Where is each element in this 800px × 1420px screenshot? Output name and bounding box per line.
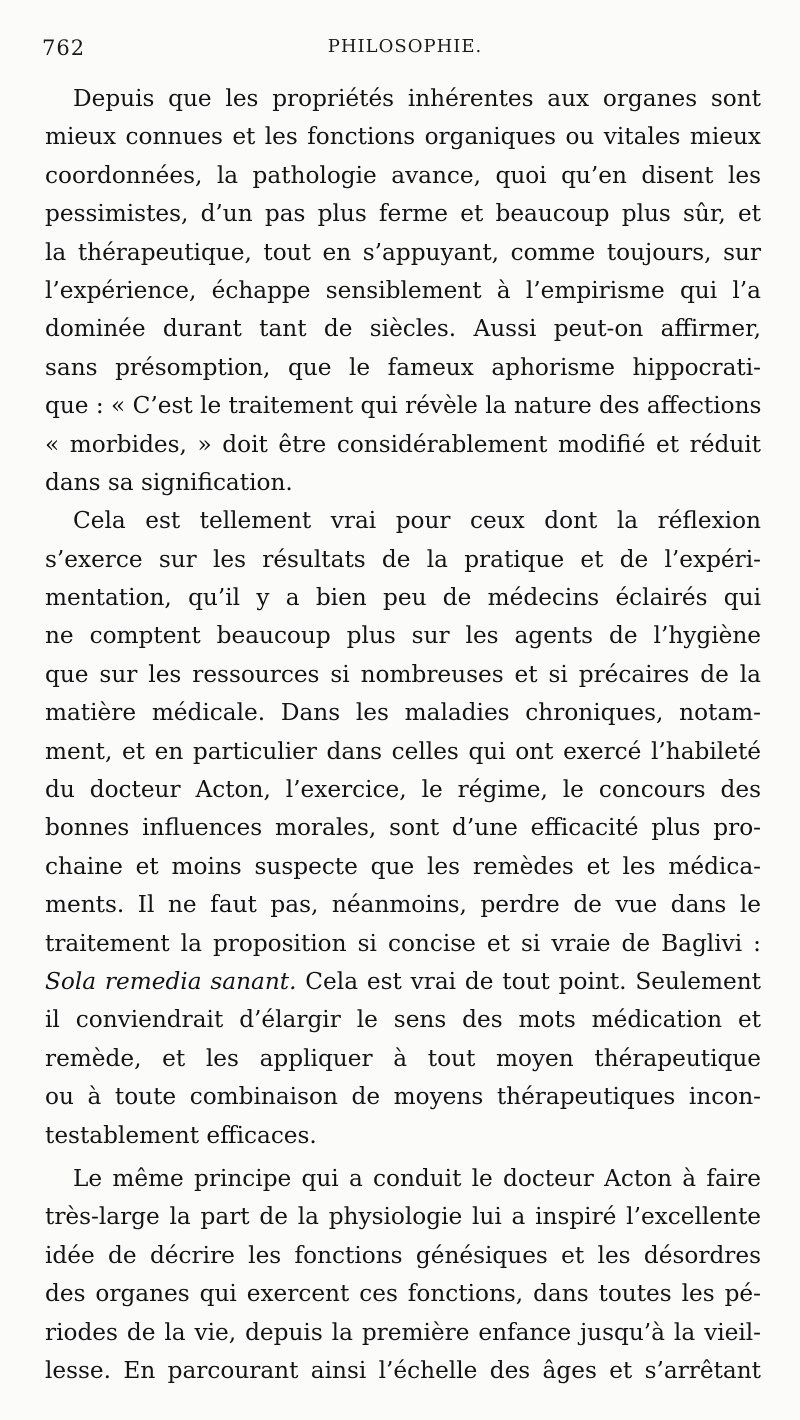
text-line: la thérapeutique, tout en s’appuyant, comme toujours, sur xyxy=(45,238,761,266)
page-number: 762 xyxy=(42,36,86,60)
text-line: ments. Il ne faut pas, néanmoins, perdre de vue dans le xyxy=(45,891,761,919)
text-line: que sur les ressources si nombreuses et si précaires de la xyxy=(45,660,761,688)
text-line: il conviendrait d’élargir le sens des mots médication et xyxy=(45,1006,761,1034)
text-line: sans présomption, que le fameux aphorisme hippocrati- xyxy=(45,353,761,381)
text-line: s’exerce sur les résultats de la pratique et de l’expéri- xyxy=(45,545,761,573)
paragraph-2 xyxy=(45,502,761,1155)
text-line: ou à toute combinaison de moyens thérapeutiques incon- xyxy=(45,1083,761,1111)
text-line: l’expérience, échappe sensiblement à l’empirisme qui l’a xyxy=(45,276,761,304)
text-line: ne comptent beaucoup plus sur les agents de l’hygiène xyxy=(45,622,761,650)
text-line: idée de décrire les fonctions génésiques et les désordres xyxy=(45,1241,761,1269)
text-line: matière médicale. Dans les maladies chroniques, notam- xyxy=(45,699,761,727)
body-text xyxy=(45,80,761,1155)
text-line: « morbides, » doit être considérablement modifié et réduit xyxy=(45,430,761,458)
quote-line-rest: Cela est vrai de tout point. Seulement xyxy=(296,967,761,995)
text-line: testablement efficaces. xyxy=(45,1121,317,1149)
text-line: Le même principe qui a conduit le docteur Acton à faire xyxy=(73,1165,761,1192)
text-line: traitement la proposition si concise et si vraie de Baglivi : xyxy=(45,929,761,957)
text-line: ment, et en particulier dans celles qui ont exercé l’habileté xyxy=(45,737,761,765)
text-line: mieux connues et les fonctions organiques ou vitales mieux xyxy=(45,123,761,151)
paragraph-1 xyxy=(45,80,761,502)
text-line: Cela est tellement vrai pour ceux dont la réflexion xyxy=(73,507,761,535)
text-line: dans sa signification. xyxy=(45,468,293,496)
text-line: chaine et moins suspecte que les remèdes et les médica- xyxy=(45,852,761,880)
text-line: remède, et les appliquer à tout moyen thérapeutique xyxy=(45,1044,761,1072)
text-line: des organes qui exercent ces fonctions, dans toutes les pé- xyxy=(45,1280,761,1308)
paragraph-3 xyxy=(45,1160,761,1390)
body-text-continued xyxy=(45,1160,761,1390)
text-line: dominée durant tant de siècles. Aussi peut-on affirmer, xyxy=(45,315,761,343)
text-line: riodes de la vie, depuis la première enfance jusqu’à la vieil- xyxy=(45,1318,761,1346)
text-line: lesse. En parcourant ainsi l’échelle des âges et s’arrêtant xyxy=(45,1356,761,1384)
text-line: bonnes influences morales, sont d’une efficacité plus pro- xyxy=(45,814,761,842)
text-line-quote xyxy=(45,963,761,1001)
page-header xyxy=(42,36,758,68)
text-line: que : « C’est le traitement qui révèle la nature des affections xyxy=(45,392,762,420)
text-line: très-large la part de la physiologie lui a inspiré l’excellente xyxy=(45,1203,761,1231)
running-title: PHILOSOPHIE. xyxy=(327,36,483,57)
text-line: Depuis que les propriétés inhérentes aux organes sont xyxy=(73,85,761,112)
text-line: du docteur Acton, l’exercice, le régime, le concours des xyxy=(45,776,761,804)
text-line: mentation, qu’il y a bien peu de médecins éclairés qui xyxy=(45,584,761,612)
latin-quote: Sola remedia sanant. xyxy=(45,967,297,995)
text-line: pessimistes, d’un pas plus ferme et beaucoup plus sûr, et xyxy=(45,200,761,228)
text-line: coordonnées, la pathologie avance, quoi qu’en disent les xyxy=(45,161,761,189)
